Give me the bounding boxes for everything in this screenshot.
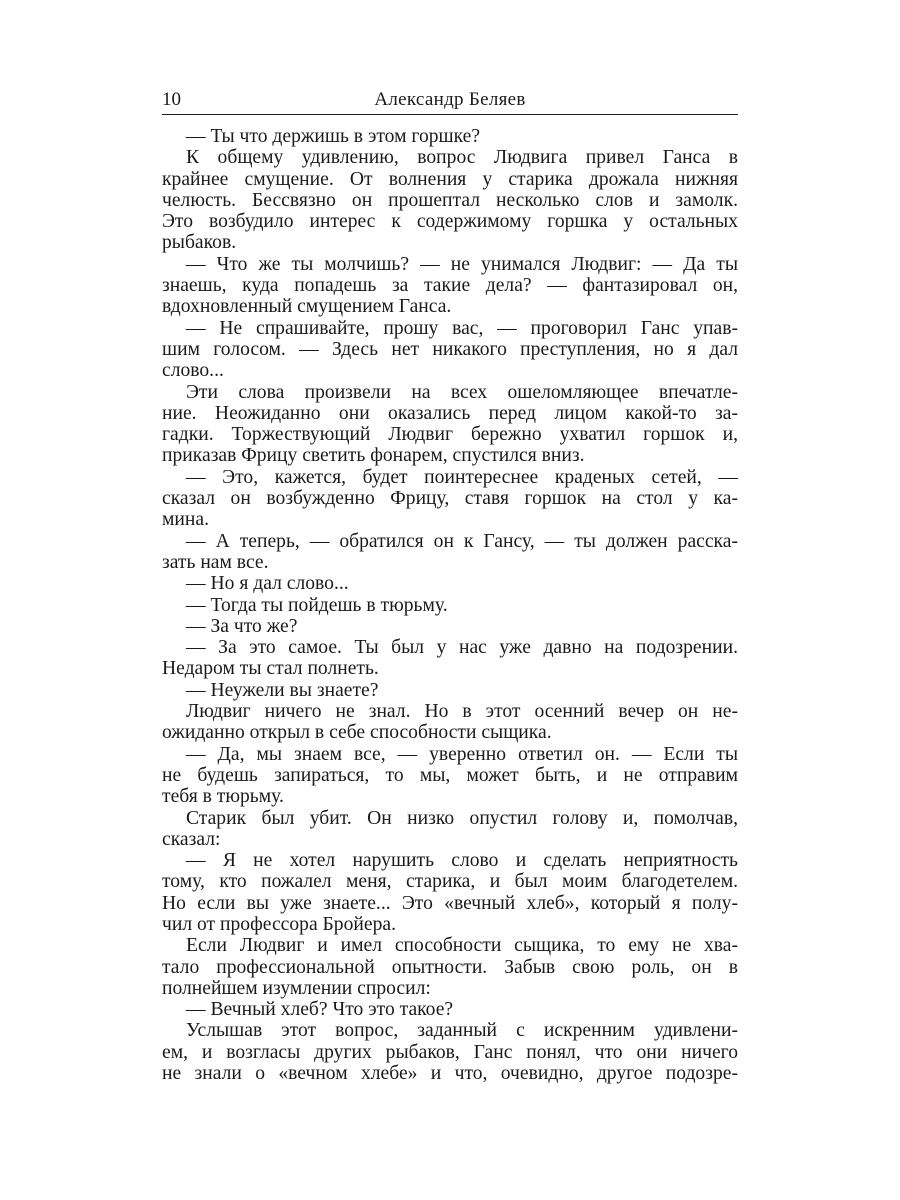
text-line: Недаром ты стал полнеть. <box>162 658 379 680</box>
text-line: Эти слова произвели на всех ошеломляющее впечатле- <box>186 381 738 403</box>
text-line: слово... <box>162 360 224 382</box>
text-line: ем, и возгласы других рыбаков, Ганс понял, что они ничего <box>162 1041 738 1063</box>
text-line: К общему удивлению, вопрос Людвига привел Ганса в <box>186 147 738 169</box>
text-line: полнейшем изумлении спросил: <box>162 977 431 999</box>
text-line: — Тогда ты пойдешь в тюрьму. <box>186 594 448 616</box>
text-line: крайнее смущение. От волнения у старика дрожала нижняя <box>162 168 738 190</box>
text-line: рыбаков. <box>162 232 237 254</box>
running-title-author: Александр Беляев <box>374 89 526 110</box>
text-line: — Вечный хлеб? Что это такое? <box>186 999 454 1021</box>
text-line: приказав Фрицу светить фонарем, спустился вниз. <box>162 445 585 467</box>
body-text <box>162 126 738 1084</box>
text-line: — Не спрашивайте, прошу вас, — проговорил Ганс упав- <box>186 317 738 339</box>
text-line: тому, кто пожалел меня, старика, и был моим благодетелем. <box>162 871 738 893</box>
text-line: челюсть. Бессвязно он прошептал несколько слов и замолк. <box>162 189 738 211</box>
text-line: ние. Неожиданно они оказались перед лицом какой-то за- <box>162 402 738 424</box>
text-line: Старик был убит. Он низко опустил голову и, помолчав, <box>186 807 738 829</box>
text-line: гадки. Торжествующий Людвиг бережно ухватил горшок и, <box>162 424 738 446</box>
text-line: — Я не хотел нарушить слово и сделать неприятность <box>186 850 738 872</box>
text-line: тебя в тюрьму. <box>162 786 284 808</box>
running-head <box>162 88 738 112</box>
text-line: Услышав этот вопрос, заданный с искренним удивлени- <box>186 1020 738 1042</box>
text-line: Если Людвиг и имел способности сыщика, то ему не хва- <box>186 935 738 957</box>
book-page <box>162 0 738 1200</box>
text-line: чил от профессора Бройера. <box>162 913 396 935</box>
text-line: — За это самое. Ты был у нас уже давно на подозрении. <box>186 637 738 659</box>
text-line: вдохновленный смущением Ганса. <box>162 296 452 318</box>
text-line: — Неужели вы знаете? <box>186 679 379 701</box>
text-line: Это возбудило интерес к содержимому горшка у остальных <box>162 211 738 233</box>
text-line: — Это, кажется, будет поинтереснее краденых сетей, — <box>186 466 738 488</box>
text-line: — Да, мы знаем все, — уверенно ответил он. — Если ты <box>186 743 738 765</box>
text-line: — Что же ты молчишь? — не унимался Людвиг: — Да ты <box>186 253 738 275</box>
page-number: 10 <box>162 89 181 110</box>
text-line: Но если вы уже знаете... Это «вечный хлеб», который я полу- <box>162 892 738 914</box>
text-line: знаешь, куда попадешь за такие дела? — фантазировал он, <box>162 275 738 297</box>
text-line: не будешь запираться, то мы, может быть, и не отправим <box>162 764 738 786</box>
text-line: — А теперь, — обратился он к Гансу, — ты должен расска- <box>186 530 738 552</box>
text-line: шим голосом. — Здесь нет никакого преступления, но я дал <box>162 338 738 360</box>
text-line: — За что же? <box>186 615 298 637</box>
text-line: зать нам все. <box>162 551 269 573</box>
text-line: тало профессиональной опытности. Забыв свою роль, он в <box>162 956 738 978</box>
text-line: мина. <box>162 509 209 531</box>
text-line: ожиданно открыл в себе способности сыщика. <box>162 722 552 744</box>
text-line: сказал он возбужденно Фрицу, ставя горшок на стол у ка- <box>162 488 738 510</box>
text-line: — Ты что держишь в этом горшке? <box>186 126 481 147</box>
text-line: сказал: <box>162 828 221 850</box>
text-line: Людвиг ничего не знал. Но в этот осенний вечер он не- <box>186 701 738 723</box>
header-rule <box>162 114 738 115</box>
text-line: не знали о «вечном хлебе» и что, очевидно, другое подозре- <box>162 1063 738 1085</box>
text-line: — Но я дал слово... <box>186 573 349 595</box>
